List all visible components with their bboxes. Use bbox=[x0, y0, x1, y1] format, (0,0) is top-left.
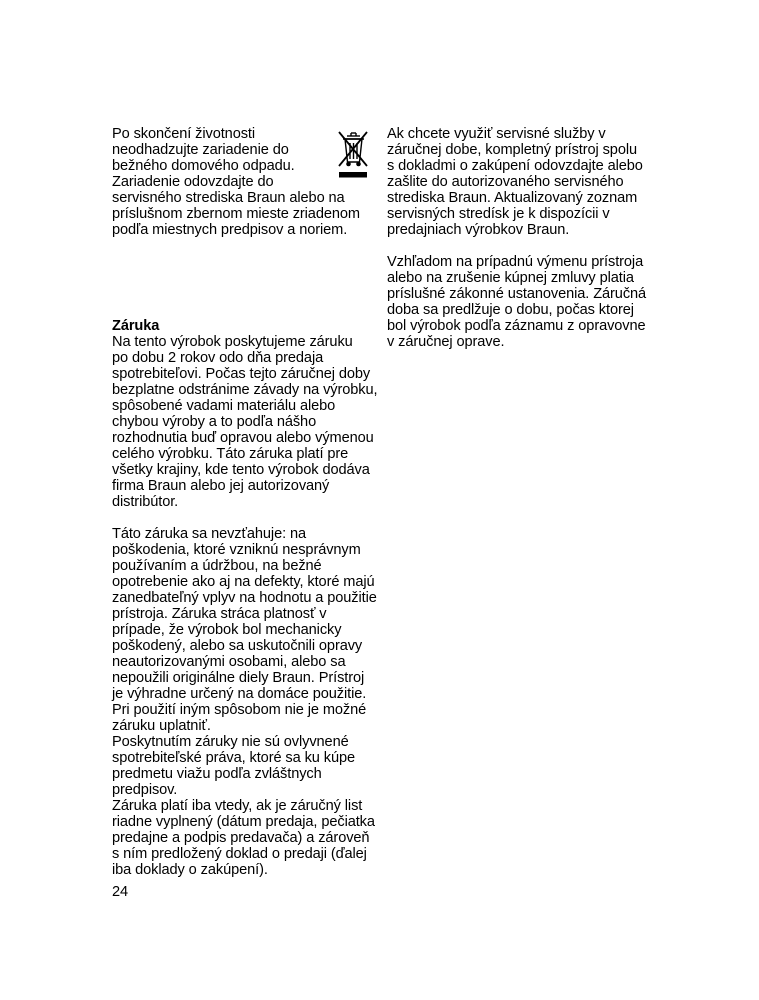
text-line: doba sa predlžuje o dobu, počas ktorej bbox=[387, 302, 634, 318]
text-line: neodhadzujte zariadenie do bbox=[112, 142, 289, 158]
text-line: distribútor. bbox=[112, 494, 179, 510]
text-line: riadne vyplnený (dátum predaja, pečiatka bbox=[112, 814, 375, 830]
text-line: celého výrobku. Táto záruka platí pre bbox=[112, 446, 349, 462]
text-line: zašlite do autorizovaného servisného bbox=[387, 174, 624, 190]
text-line: Zariadenie odovzdajte do bbox=[112, 174, 274, 190]
crossed-out-wheelie-bin-icon bbox=[336, 128, 370, 180]
warranty-heading: Záruka bbox=[112, 318, 160, 334]
text-line: bezplatne odstránime závady na výrobku, bbox=[112, 382, 378, 398]
text-line: Vzhľadom na prípadnú výmenu prístroja bbox=[387, 254, 644, 270]
text-line: Táto záruka sa nevzťahuje: na bbox=[112, 526, 307, 542]
text-line: príslušné zákonné ustanovenia. Záručná bbox=[387, 286, 647, 302]
text-line: Záruka platí iba vtedy, ak je záručný list bbox=[112, 798, 363, 814]
text-line: Poskytnutím záruky nie sú ovlyvnené bbox=[112, 734, 349, 750]
text-line: nepoužili originálne diely Braun. Prístroj bbox=[112, 670, 365, 686]
text-line: poškodený, alebo sa uskutočnili opravy bbox=[112, 638, 363, 654]
text-line: chybou výroby a to podľa nášho bbox=[112, 414, 317, 430]
text-line: po dobu 2 rokov odo dňa predaja bbox=[112, 350, 324, 366]
text-line: poškodenia, ktoré vzniknú nesprávnym bbox=[112, 542, 361, 558]
text-line: zanedbateľný vplyv na hodnotu a použitie bbox=[112, 590, 377, 606]
text-line: s dokladmi o zakúpení odovzdajte alebo bbox=[387, 158, 643, 174]
text-line: bol výrobok podľa záznamu z opravovne bbox=[387, 318, 646, 334]
text-line: podľa miestnych predpisov a noriem. bbox=[112, 222, 348, 238]
text-line: spotrebiteľské práva, ktoré sa ku kúpe bbox=[112, 750, 356, 766]
text-line: v záručnej oprave. bbox=[387, 334, 505, 350]
text-line: predajne a podpis predavača) a zároveň bbox=[112, 830, 370, 846]
text-line: firma Braun alebo jej autorizovaný bbox=[112, 478, 330, 494]
text-line: používaním a údržbou, na bežné bbox=[112, 558, 322, 574]
text-line: Na tento výrobok poskytujeme záruku bbox=[112, 334, 353, 350]
text-line: servisných stredísk je k dispozícii v bbox=[387, 206, 610, 222]
text-line: príslušnom zbernom mieste zriadenom bbox=[112, 206, 360, 222]
text-line: spotrebiteľovi. Počas tejto záručnej doby bbox=[112, 366, 371, 382]
text-line: neautorizovanými osobami, alebo sa bbox=[112, 654, 346, 670]
text-line: prístroja. Záruka stráca platnosť v bbox=[112, 606, 327, 622]
text-line: iba doklady o zakúpení). bbox=[112, 862, 268, 878]
text-line: bežného domového odpadu. bbox=[112, 158, 295, 174]
text-line: Ak chcete využiť servisné služby v bbox=[387, 126, 606, 142]
text-line: predajniach výrobkov Braun. bbox=[387, 222, 570, 238]
text-line: záruku uplatniť. bbox=[112, 718, 211, 734]
text-line: opotrebenie ako aj na defekty, ktoré majú bbox=[112, 574, 375, 590]
text-line: servisného strediska Braun alebo na bbox=[112, 190, 345, 206]
text-line: prípade, že výrobok bol mechanicky bbox=[112, 622, 342, 638]
text-line: alebo na zrušenie kúpnej zmluvy platia bbox=[387, 270, 634, 286]
text-line: strediska Braun. Aktualizovaný zoznam bbox=[387, 190, 638, 206]
text-line: predpisov. bbox=[112, 782, 178, 798]
text-line: s ním predložený doklad o predaji (ďalej bbox=[112, 846, 367, 862]
text-line: spôsobené vadami materiálu alebo bbox=[112, 398, 336, 414]
text-line: rozhodnutia buď opravou alebo výmenou bbox=[112, 430, 374, 446]
text-line: Pri použití iným spôsobom nie je možné bbox=[112, 702, 367, 718]
text-line: je výhradne určený na domáce použitie. bbox=[112, 686, 367, 702]
page-number: 24 bbox=[112, 884, 129, 900]
text-line: všetky krajiny, kde tento výrobok dodáva bbox=[112, 462, 370, 478]
text-line: Po skončení životnosti bbox=[112, 126, 256, 142]
text-line: záručnej dobe, kompletný prístroj spolu bbox=[387, 142, 638, 158]
text-line: predmetu viažu podľa zvláštnych bbox=[112, 766, 322, 782]
